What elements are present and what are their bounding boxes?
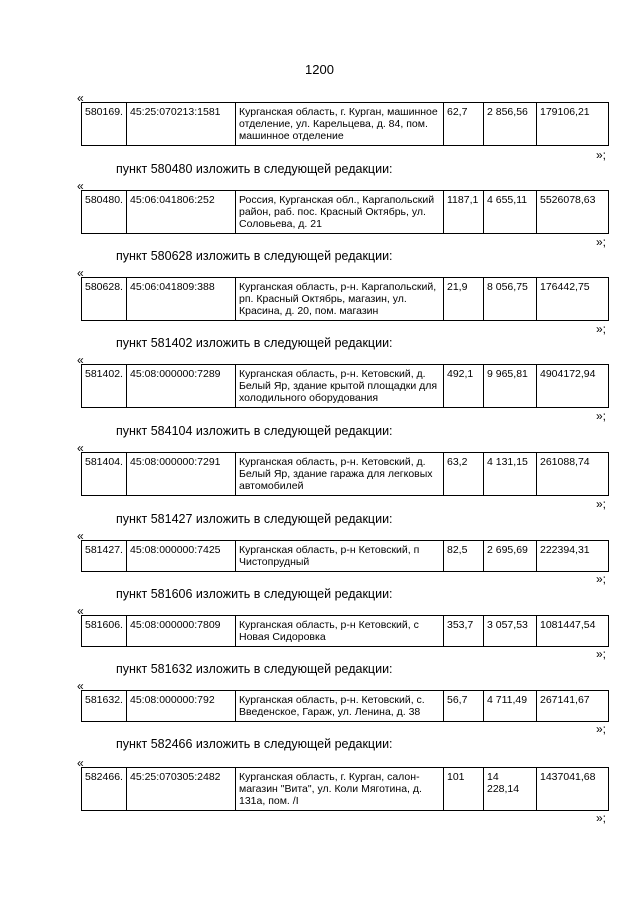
- table-row: [82, 691, 609, 722]
- address-cell: Курганская область, р-н Кетовский, с Новая Сидоровка: [236, 616, 444, 647]
- value-cell: 267141,67: [537, 691, 609, 722]
- area-cell: 63,2: [444, 453, 484, 496]
- row-number-cell: 580169.: [82, 103, 127, 146]
- price-cell: 14 228,14: [484, 768, 537, 811]
- value-cell: 261088,74: [537, 453, 609, 496]
- record-table: [81, 364, 609, 408]
- table-row: [82, 365, 609, 408]
- amendment-intro: пункт 582466 изложить в следующей редакции:: [116, 737, 393, 751]
- amendment-intro: пункт 584104 изложить в следующей редакции:: [116, 424, 393, 438]
- area-cell: 1187,1: [444, 191, 484, 234]
- price-cell: 3 057,53: [484, 616, 537, 647]
- address-cell: Курганская область, р-н. Кетовский, д. Белый Яр, здание гаража для легковых автомобилей: [236, 453, 444, 496]
- row-number-cell: 582466.: [82, 768, 127, 811]
- record-table: [81, 767, 609, 811]
- value-cell: 1437041,68: [537, 768, 609, 811]
- close-quote: »;: [596, 572, 607, 586]
- open-quote: «: [77, 604, 84, 618]
- close-quote: »;: [596, 409, 607, 423]
- open-quote: «: [77, 266, 84, 280]
- close-quote: »;: [596, 148, 607, 162]
- area-cell: 101: [444, 768, 484, 811]
- amendment-intro: пункт 580628 изложить в следующей редакции:: [116, 249, 393, 263]
- table-row: [82, 616, 609, 647]
- close-quote: »;: [596, 235, 607, 249]
- address-cell: Курганская область, г. Курган, машинное отделение, ул. Карельцева, д. 84, пом. машинное отделение: [236, 103, 444, 146]
- open-quote: «: [77, 91, 84, 105]
- amendment-intro: пункт 581427 изложить в следующей редакции:: [116, 512, 393, 526]
- record-table: [81, 540, 609, 572]
- amendment-intro: пункт 580480 изложить в следующей редакции:: [116, 162, 393, 176]
- row-number-cell: 581632.: [82, 691, 127, 722]
- address-cell: Курганская область, р-н. Каргапольский, рп. Красный Октябрь, магазин, ул. Красина, д. 20, пом. магазин: [236, 278, 444, 321]
- value-cell: 5526078,63: [537, 191, 609, 234]
- table-row: [82, 453, 609, 496]
- price-cell: 2 856,56: [484, 103, 537, 146]
- address-cell: Курганская область, р-н. Кетовский, с. Введенское, Гараж, ул. Ленина, д. 38: [236, 691, 444, 722]
- area-cell: 492,1: [444, 365, 484, 408]
- table-row: [82, 191, 609, 234]
- area-cell: 82,5: [444, 541, 484, 572]
- cadastral-number-cell: 45:08:000000:792: [127, 691, 236, 722]
- table-row: [82, 278, 609, 321]
- open-quote: «: [77, 353, 84, 367]
- value-cell: 4904172,94: [537, 365, 609, 408]
- amendment-intro: пункт 581632 изложить в следующей редакции:: [116, 662, 393, 676]
- address-cell: Курганская область, г. Курган, салон-магазин "Вита", ул. Коли Мяготина, д. 131а, пом. /I: [236, 768, 444, 811]
- area-cell: 62,7: [444, 103, 484, 146]
- page-number: 1200: [305, 62, 334, 77]
- cadastral-number-cell: 45:08:000000:7809: [127, 616, 236, 647]
- table-row: [82, 103, 609, 146]
- row-number-cell: 581402.: [82, 365, 127, 408]
- area-cell: 21,9: [444, 278, 484, 321]
- amendment-intro: пункт 581402 изложить в следующей редакции:: [116, 336, 393, 350]
- close-quote: »;: [596, 722, 607, 736]
- value-cell: 179106,21: [537, 103, 609, 146]
- cadastral-number-cell: 45:25:070305:2482: [127, 768, 236, 811]
- price-cell: 4 655,11: [484, 191, 537, 234]
- value-cell: 1081447,54: [537, 616, 609, 647]
- area-cell: 56,7: [444, 691, 484, 722]
- row-number-cell: 581427.: [82, 541, 127, 572]
- cadastral-number-cell: 45:06:041809:388: [127, 278, 236, 321]
- price-cell: 4 711,49: [484, 691, 537, 722]
- price-cell: 2 695,69: [484, 541, 537, 572]
- close-quote: »;: [596, 497, 607, 511]
- row-number-cell: 581404.: [82, 453, 127, 496]
- close-quote: »;: [596, 647, 607, 661]
- value-cell: 176442,75: [537, 278, 609, 321]
- record-table: [81, 690, 609, 722]
- price-cell: 8 056,75: [484, 278, 537, 321]
- open-quote: «: [77, 679, 84, 693]
- price-cell: 9 965,81: [484, 365, 537, 408]
- row-number-cell: 581606.: [82, 616, 127, 647]
- cadastral-number-cell: 45:08:000000:7289: [127, 365, 236, 408]
- record-table: [81, 190, 609, 234]
- cadastral-number-cell: 45:25:070213:1581: [127, 103, 236, 146]
- record-table: [81, 102, 609, 146]
- open-quote: «: [77, 529, 84, 543]
- close-quote: »;: [596, 811, 607, 825]
- address-cell: Курганская область, р-н Кетовский, п Чистопрудный: [236, 541, 444, 572]
- cadastral-number-cell: 45:08:000000:7425: [127, 541, 236, 572]
- record-table: [81, 615, 609, 647]
- value-cell: 222394,31: [537, 541, 609, 572]
- open-quote: «: [77, 179, 84, 193]
- amendment-intro: пункт 581606 изложить в следующей редакции:: [116, 587, 393, 601]
- cadastral-number-cell: 45:06:041806:252: [127, 191, 236, 234]
- record-table: [81, 277, 609, 321]
- open-quote: «: [77, 441, 84, 455]
- open-quote: «: [77, 756, 84, 770]
- table-row: [82, 541, 609, 572]
- record-table: [81, 452, 609, 496]
- area-cell: 353,7: [444, 616, 484, 647]
- cadastral-number-cell: 45:08:000000:7291: [127, 453, 236, 496]
- row-number-cell: 580480.: [82, 191, 127, 234]
- price-cell: 4 131,15: [484, 453, 537, 496]
- table-row: [82, 768, 609, 811]
- row-number-cell: 580628.: [82, 278, 127, 321]
- address-cell: Россия, Курганская обл., Каргапольский район, раб. пос. Красный Октябрь, ул. Соловьева, д. 21: [236, 191, 444, 234]
- close-quote: »;: [596, 322, 607, 336]
- address-cell: Курганская область, р-н. Кетовский, д. Белый Яр, здание крытой площадки для холодильного оборудования: [236, 365, 444, 408]
